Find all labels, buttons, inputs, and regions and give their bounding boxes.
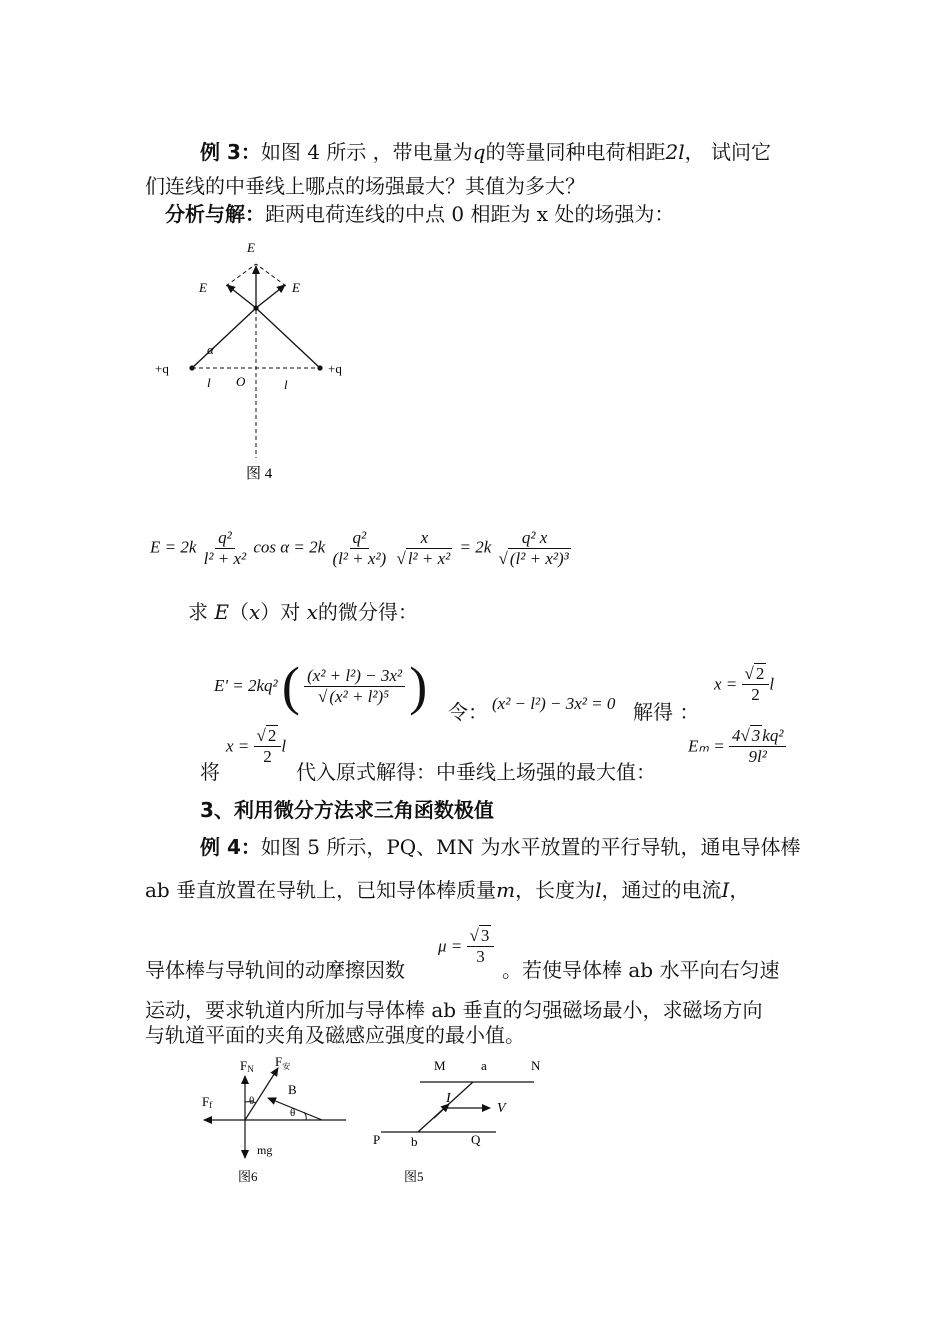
formula-derivative: E' = 2kq² ( $\frac{\text{(x² + l²) − 3x²}}{\text{√ (x² + l²)⁵}}$ ) bbox=[214, 656, 428, 716]
example4-line3: 导体棒与导轨间的动摩擦因数 bbox=[145, 958, 405, 982]
charge-symbol: q bbox=[472, 140, 486, 164]
label-FN: FN bbox=[240, 1058, 254, 1074]
label-F-ampere: $F_安$ bbox=[275, 1054, 291, 1071]
label-q-right: +q bbox=[328, 361, 342, 376]
label-alpha: α bbox=[207, 342, 214, 357]
example4-line1: 例 4：如图 5 所示，PQ、MN 为水平放置的平行导轨，通电导体棒 bbox=[200, 835, 801, 859]
figure-6 bbox=[202, 1054, 346, 1184]
label-N: N bbox=[531, 1058, 541, 1073]
distance-symbol: 2l bbox=[665, 140, 685, 164]
label-P: P bbox=[373, 1132, 381, 1147]
figure-5 bbox=[373, 1058, 541, 1184]
label-Ff: Ff bbox=[202, 1094, 213, 1110]
label-V: V bbox=[497, 1101, 506, 1116]
label-l-left: l bbox=[207, 375, 211, 390]
label-q-left: +q bbox=[155, 361, 169, 376]
label-theta-2: θ bbox=[290, 1107, 296, 1119]
figure-5-caption: 图5 bbox=[404, 1169, 424, 1184]
example3-label: 例 3： bbox=[200, 140, 261, 164]
big-paren-right: ) bbox=[409, 656, 428, 716]
let-label: 令： bbox=[448, 700, 488, 724]
label-E-left: E bbox=[199, 280, 207, 295]
example3-line2: 们连线的中垂线上哪点的场强最大？其值为多大？ bbox=[145, 174, 585, 198]
label-l-right: l bbox=[284, 377, 288, 392]
derivative-text: 求 E（x）对 x的微分得： bbox=[188, 600, 418, 624]
label-mg: mg bbox=[257, 1143, 273, 1157]
friction-coefficient: μ = $\frac{√ 3}{3}$ bbox=[438, 926, 494, 967]
example4-line5: 与轨道平面的夹角及磁感应强度的最小值。 bbox=[145, 1023, 525, 1047]
substitute-x: x = $\frac{√ 2}{2}$ l bbox=[226, 726, 287, 766]
label-b: b bbox=[411, 1134, 418, 1149]
label-O: O bbox=[236, 374, 246, 389]
label-I: I bbox=[446, 1091, 451, 1106]
example4-line4: 运动，要求轨道内所加与导体棒 ab 垂直的匀强磁场最小，求磁场方向 bbox=[145, 998, 763, 1022]
label-M: M bbox=[434, 1058, 446, 1073]
solve-label: 解得 ： bbox=[633, 700, 700, 724]
example4-label: 例 4： bbox=[200, 835, 261, 859]
section-3-title: 3、利用微分方法求三角函数极值 bbox=[200, 798, 494, 822]
ampere-force-vector bbox=[245, 1068, 278, 1120]
analysis-line: 分析与解：距两电荷连线的中点 0 相距为 x 处的场强为： bbox=[165, 202, 675, 226]
big-paren-left: ( bbox=[281, 656, 300, 716]
example4-line3b: 。若使导体棒 ab 水平向右匀速 bbox=[502, 958, 780, 982]
substitute-text: 代入原式解得：中垂线上场强的最大值： bbox=[296, 760, 656, 784]
analysis-label: 分析与解： bbox=[165, 202, 265, 226]
max-field-formula: Eₘ = $\frac{\text{4√ 3 kq²}}{\text{9l²}}$ bbox=[688, 726, 786, 767]
label-a: a bbox=[481, 1058, 487, 1073]
label-theta-1: θ bbox=[249, 1095, 255, 1107]
label-E-top: E bbox=[247, 240, 255, 255]
derivative-zero-eq: (x² − l²) − 3x² = 0 bbox=[492, 694, 616, 713]
figure-4-caption: 图 4 bbox=[246, 466, 273, 482]
label-B: B bbox=[288, 1082, 297, 1097]
label-Q: Q bbox=[471, 1132, 481, 1147]
figure-6-caption: 图6 bbox=[238, 1169, 258, 1184]
substitute-jiang: 将 bbox=[200, 760, 220, 784]
example3-line1: 例 3：如图 4 所示 ，带电量为q的等量同种电荷相距2l， 试问它 bbox=[200, 140, 771, 164]
formula-field-strength: E = 2k $\frac{\text{q²}}{\text{l² + x²}}$ cos α = 2k $\frac{\text{q²}}{\text{(l² + x²)}}$ $\frac{x}{\text{√ l² + x²}}$ = 2k $\frac{\text{q² x}}{\text{√ (l² + x²)³}}$ bbox=[150, 528, 569, 568]
label-E-right: E bbox=[292, 280, 300, 295]
current-arrow bbox=[434, 1104, 449, 1118]
solution-x: x = $\frac{√ 2}{2}$ l bbox=[714, 664, 775, 704]
example4-line2: ab 垂直放置在导轨上，已知导体棒质量m，长度为l，通过的电流I， bbox=[145, 878, 750, 902]
